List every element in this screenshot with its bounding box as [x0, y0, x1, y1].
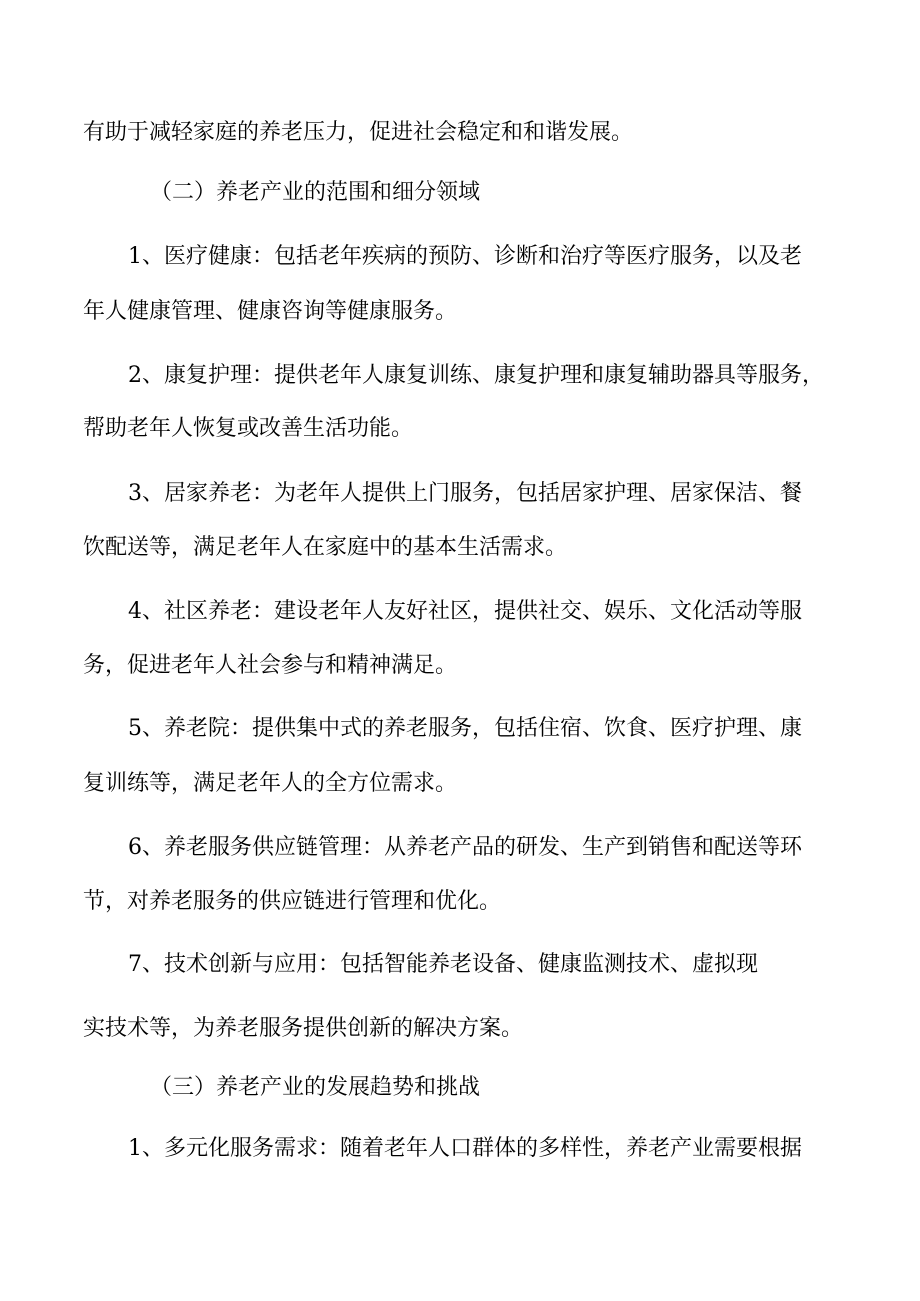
paragraph-line: 饮配送等，满足老年人在家庭中的基本生活需求。: [83, 535, 568, 560]
paragraph-line: 1、医疗健康：包括老年疾病的预防、诊断和治疗等医疗服务，以及老: [128, 244, 802, 269]
paragraph-line: 3、居家养老：为老年人提供上门服务，包括居家护理、居家保洁、餐: [128, 481, 802, 506]
paragraph-line: 4、社区养老：建设老年人友好社区，提供社交、娱乐、文化活动等服: [128, 599, 802, 624]
paragraph-line: 1、多元化服务需求：随着老年人口群体的多样性，养老产业需要根据: [128, 1136, 802, 1161]
paragraph-line: 6、养老服务供应链管理：从养老产品的研发、生产到销售和配送等环: [128, 835, 802, 860]
paragraph-line: 务，促进老年人社会参与和精神满足。: [83, 653, 458, 678]
section-heading: （三）养老产业的发展趋势和挑战: [150, 1075, 481, 1100]
paragraph-line: 实技术等，为养老服务提供创新的解决方案。: [83, 1016, 524, 1041]
paragraph-line: 7、技术创新与应用：包括智能养老设备、健康监测技术、虚拟现: [128, 952, 758, 977]
section-heading: （二）养老产业的范围和细分领域: [150, 180, 481, 205]
paragraph-line: 有助于减轻家庭的养老压力，促进社会稳定和和谐发展。: [83, 120, 634, 145]
paragraph-line: 年人健康管理、健康咨询等健康服务。: [83, 299, 458, 324]
paragraph-line: 帮助老年人恢复或改善生活功能。: [83, 416, 414, 441]
paragraph-line: 复训练等，满足老年人的全方位需求。: [83, 771, 458, 796]
paragraph-line: 节，对养老服务的供应链进行管理和优化。: [83, 889, 502, 914]
paragraph-line: 2、康复护理：提供老年人康复训练、康复护理和康复辅助器具等服务，: [128, 363, 824, 388]
paragraph-line: 5、养老院：提供集中式的养老服务，包括住宿、饮食、医疗护理、康: [128, 716, 802, 741]
